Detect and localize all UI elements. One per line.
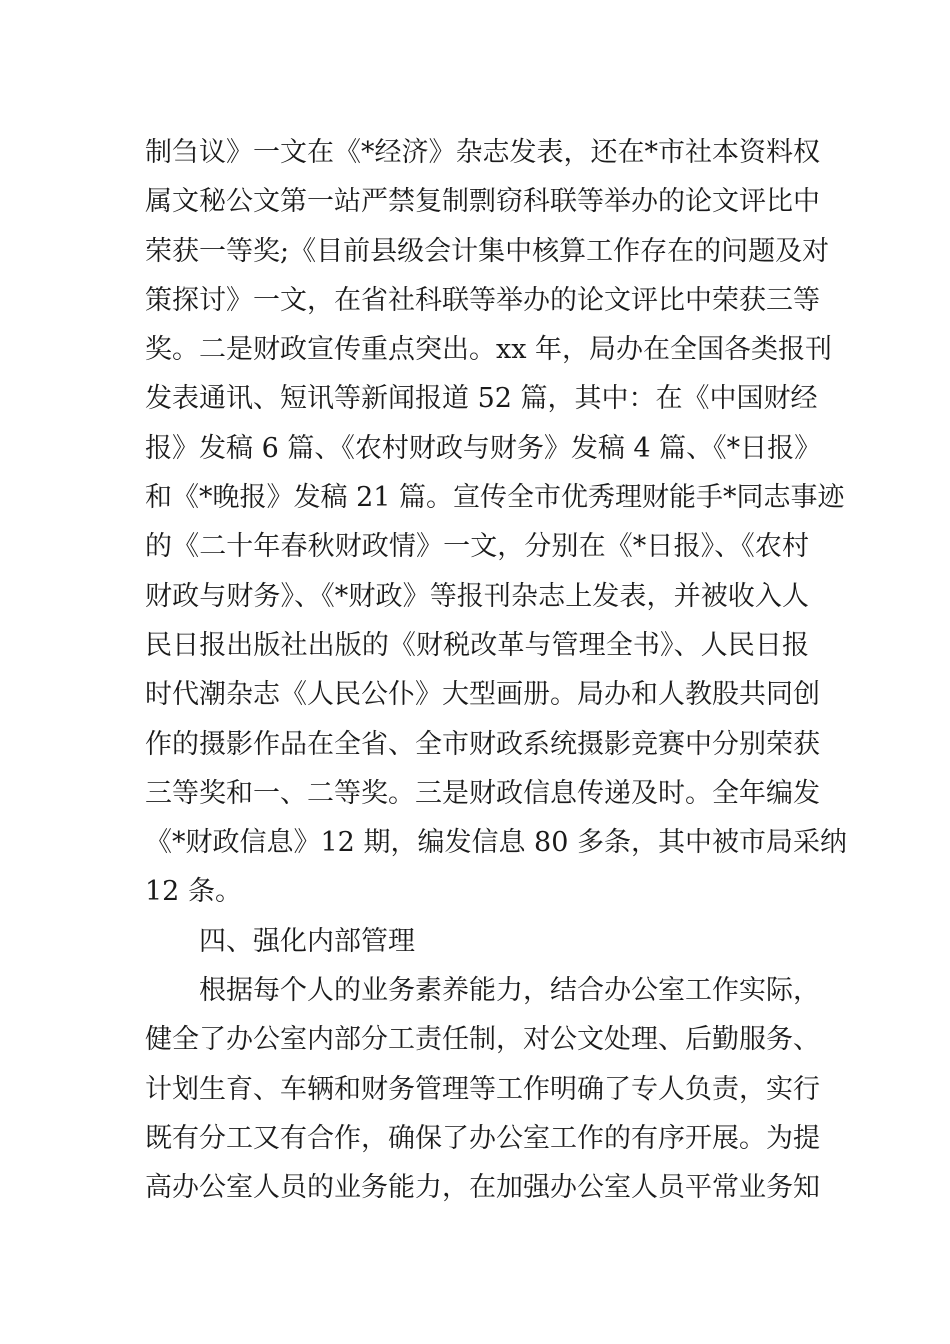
section-heading: 四、强化内部管理: [199, 925, 415, 957]
text-line: 制刍议》一文在《*经济》杂志发表，还在*市社本资料权: [145, 137, 820, 168]
text-line: 属文秘公文第一站严禁复制剽窃科联等举办的论文评比中: [145, 186, 820, 218]
document-body: [145, 128, 847, 1213]
text-line: 计划生育、车辆和财务管理等工作明确了专人负责，实行: [145, 1073, 820, 1105]
text-line: 民日报出版社出版的《财税改革与管理全书》、人民日报: [145, 629, 809, 661]
text-line: 和《*晚报》发稿 21 篇。宣传全市优秀理财能手*同志事迹: [145, 482, 845, 514]
text-line: 报》发稿 6 篇、《农村财政与财务》发稿 4 篇、《*日报》: [145, 432, 822, 464]
text-line: 既有分工又有合作，确保了办公室工作的有序开展。为提: [145, 1122, 820, 1154]
text-line: 财政与财务》、《*财政》等报刊杂志上发表，并被收入人: [145, 580, 809, 612]
text-line: 发表通讯、短讯等新闻报道 52 篇，其中：在《中国财经: [145, 383, 818, 415]
text-line: 作的摄影作品在全省、全市财政系统摄影竞赛中分别荣获: [145, 728, 820, 760]
text-line: 《*财政信息》12 期，编发信息 80 多条，其中被市局采纳: [145, 827, 847, 859]
text-line: 根据每个人的业务素养能力，结合办公室工作实际，: [199, 975, 820, 1007]
text-line: 12 条。: [145, 876, 242, 908]
text-line: 时代潮杂志《人民公仆》大型画册。局办和人教股共同创: [145, 679, 820, 711]
text-line: 奖。二是财政宣传重点突出。xx 年，局办在全国各类报刊: [145, 334, 833, 366]
text-line: 的《二十年春秋财政情》一文，分别在《*日报》、《农村: [145, 531, 809, 563]
text-line: 健全了办公室内部分工责任制，对公文处理、后勤服务、: [145, 1024, 820, 1056]
text-line: 三等奖和一、二等奖。三是财政信息传递及时。全年编发: [145, 777, 820, 809]
text-line: 策探讨》一文，在省社科联等举办的论文评比中荣获三等: [145, 284, 820, 316]
text-line: 荣获一等奖;《目前县级会计集中核算工作存在的问题及对: [145, 235, 830, 267]
text-line: 高办公室人员的业务能力，在加强办公室人员平常业务知: [145, 1172, 820, 1204]
